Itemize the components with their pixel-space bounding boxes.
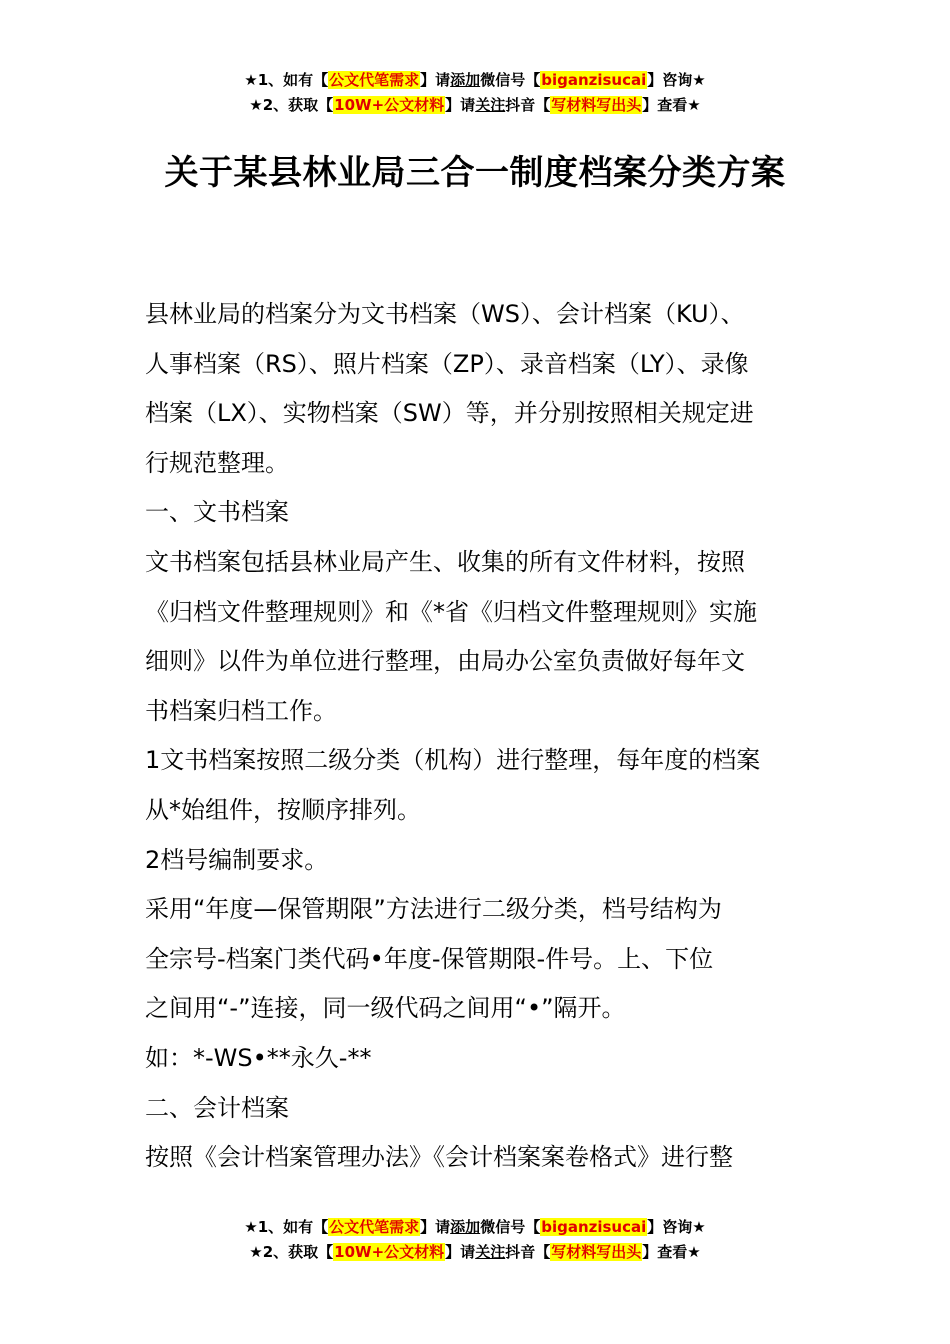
body-line: 如：*-WS•**永久-**	[145, 1043, 372, 1072]
banner-text: 】请	[445, 96, 476, 114]
star-icon: ★	[687, 1243, 701, 1261]
banner-underline-add: 添加	[450, 1218, 481, 1236]
body-line: 1文书档案按照二级分类（机构）进行整理，每年度的档案	[145, 746, 761, 775]
banner-underline-add: 添加	[450, 71, 481, 89]
banner-text: 】请	[445, 1243, 476, 1261]
body-line: 细则》以件为单位进行整理，由局办公室负责做好每年文	[145, 647, 745, 676]
banner-line-1	[0, 1215, 950, 1240]
banner-line-2	[0, 1240, 950, 1265]
body-line: 档案（LX）、实物档案（SW）等，并分别按照相关规定进	[145, 399, 754, 428]
body-line: 按照《会计档案管理办法》《会计档案案卷格式》进行整	[145, 1143, 733, 1172]
banner-text: 】请	[420, 1218, 451, 1236]
banner-text: 抖音【	[505, 96, 551, 114]
banner-line-2	[0, 93, 950, 118]
banner-text: 2、获取【	[262, 1243, 334, 1261]
banner-text: 微信号【	[480, 1218, 541, 1236]
footer-banner	[0, 1215, 950, 1265]
section-heading: 二、会计档案	[145, 1093, 289, 1122]
highlight-service: 公文代笔需求	[329, 1218, 420, 1236]
body-line: 县林业局的档案分为文书档案（WS）、会计档案（KU）、	[145, 300, 745, 328]
banner-text: 】请	[420, 71, 451, 89]
banner-text: 】查看	[642, 1243, 688, 1261]
highlight-materials: 10W+公文材料	[334, 1243, 445, 1261]
body-line: 从*始组件，按顺序排列。	[145, 795, 421, 824]
banner-text: 1、如有【	[257, 71, 329, 89]
banner-text: 微信号【	[480, 71, 541, 89]
highlight-wechat-id: biganzisucai	[541, 1218, 647, 1236]
highlight-materials: 10W+公文材料	[334, 96, 445, 114]
document-body	[145, 290, 807, 1183]
star-icon: ★	[244, 71, 258, 89]
body-line: 《归档文件整理规则》和《*省《归档文件整理规则》实施	[145, 597, 757, 626]
star-icon: ★	[692, 1218, 706, 1236]
banner-underline-follow: 关注	[475, 96, 506, 114]
star-icon: ★	[249, 96, 263, 114]
body-line: 人事档案（RS）、照片档案（ZP）、录音档案（LY）、录像	[145, 349, 749, 378]
banner-text: 2、获取【	[262, 96, 334, 114]
body-line: 行规范整理。	[145, 448, 289, 477]
banner-text: 1、如有【	[257, 1218, 329, 1236]
document-title: 关于某县林业局三合一制度档案分类方案	[164, 153, 786, 193]
banner-text: 】查看	[642, 96, 688, 114]
banner-text: 抖音【	[505, 1243, 551, 1261]
star-icon: ★	[692, 71, 706, 89]
body-line: 书档案归档工作。	[145, 696, 337, 725]
body-line: 全宗号-档案门类代码•年度-保管期限-件号。上、下位	[145, 944, 714, 973]
highlight-wechat-id: biganzisucai	[541, 71, 647, 89]
body-line: 文书档案包括县林业局产生、收集的所有文件材料，按照	[145, 547, 745, 576]
star-icon: ★	[687, 96, 701, 114]
body-line: 2档号编制要求。	[145, 845, 329, 874]
banner-text: 】咨询	[647, 71, 693, 89]
highlight-douyin-id: 写材料写出头	[551, 96, 642, 114]
banner-text: 】咨询	[647, 1218, 693, 1236]
section-heading: 一、文书档案	[145, 498, 289, 527]
star-icon: ★	[244, 1218, 258, 1236]
banner-line-1	[0, 68, 950, 93]
body-line: 之间用“-”连接，同一级代码之间用“•”隔开。	[145, 994, 626, 1023]
banner-underline-follow: 关注	[475, 1243, 506, 1261]
header-banner	[0, 68, 950, 118]
body-line: 采用“年度—保管期限”方法进行二级分类，档号结构为	[145, 895, 722, 924]
highlight-service: 公文代笔需求	[329, 71, 420, 89]
highlight-douyin-id: 写材料写出头	[551, 1243, 642, 1261]
star-icon: ★	[249, 1243, 263, 1261]
